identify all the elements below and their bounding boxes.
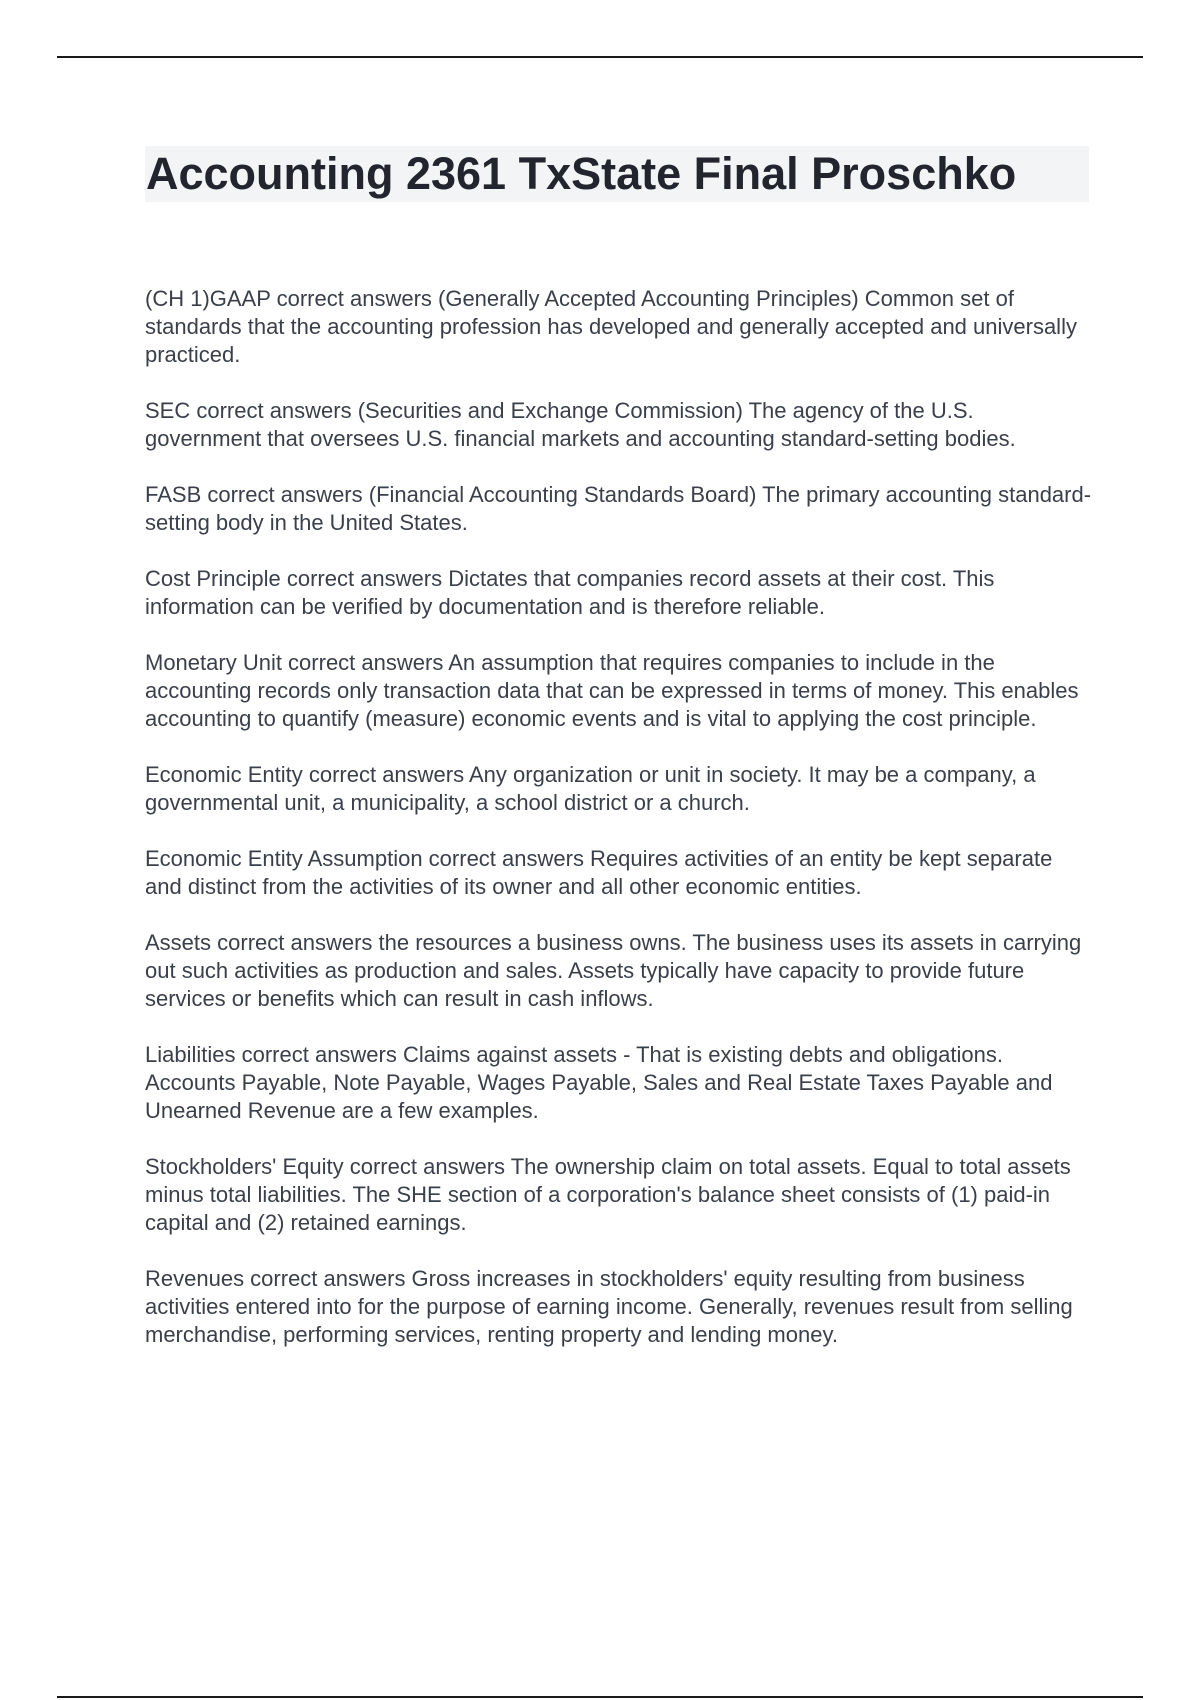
bottom-rule xyxy=(57,1696,1143,1698)
entry-liabilities: Liabilities correct answers Claims against assets - That is existing debts and obligations. Accounts Payable, Note Payable, Wages Payable, Sales and Real Estate Taxes Payable and Unearned Revenue are a few examples. xyxy=(145,1042,1053,1123)
entry-fasb: FASB correct answers (Financial Accounting Standards Board) The primary accounting standard-setting body in the United States. xyxy=(145,482,1092,535)
top-rule xyxy=(57,56,1143,58)
entry-assets: Assets correct answers the resources a business owns. The business uses its assets in carrying out such activities as production and sales. Assets typically have capacity to provide future services or benefits which can result in cash inflows. xyxy=(145,930,1082,1011)
entry-monetary-unit: Monetary Unit correct answers An assumption that requires companies to include in the accounting records only transaction data that can be expressed in terms of money. This enables accounting to quantify (measure) economic events and is vital to applying the cost principle. xyxy=(145,650,1079,731)
entry-economic-entity-assumption: Economic Entity Assumption correct answers Requires activities of an entity be kept separate and distinct from the activities of its owner and all other economic entities. xyxy=(145,846,1053,899)
flashcard-list xyxy=(145,285,1095,1377)
entry-cost-principle: Cost Principle correct answers Dictates that companies record assets at their cost. This information can be verified by documentation and is therefore reliable. xyxy=(145,566,995,619)
entry-economic-entity: Economic Entity correct answers Any organization or unit in society. It may be a company, a governmental unit, a municipality, a school district or a church. xyxy=(145,762,1036,815)
entry-revenues: Revenues correct answers Gross increases in stockholders' equity resulting from business activities entered into for the purpose of earning income. Generally, revenues result from selling merchandise, performing services, renting property and lending money. xyxy=(145,1266,1073,1347)
page-title: Accounting 2361 TxState Final Proschko xyxy=(146,148,1017,199)
entry-gaap: (CH 1)GAAP correct answers (Generally Accepted Accounting Principles) Common set of standards that the accounting profession has developed and generally accepted and universally practiced. xyxy=(145,286,1077,367)
entry-stockholders-equity: Stockholders' Equity correct answers The ownership claim on total assets. Equal to total assets minus total liabilities. The SHE section of a corporation's balance sheet consists of (1) paid-in capital and (2) retained earnings. xyxy=(145,1154,1071,1235)
title-banner xyxy=(145,146,1089,202)
entry-sec: SEC correct answers (Securities and Exchange Commission) The agency of the U.S. government that oversees U.S. financial markets and accounting standard-setting bodies. xyxy=(145,398,1016,451)
